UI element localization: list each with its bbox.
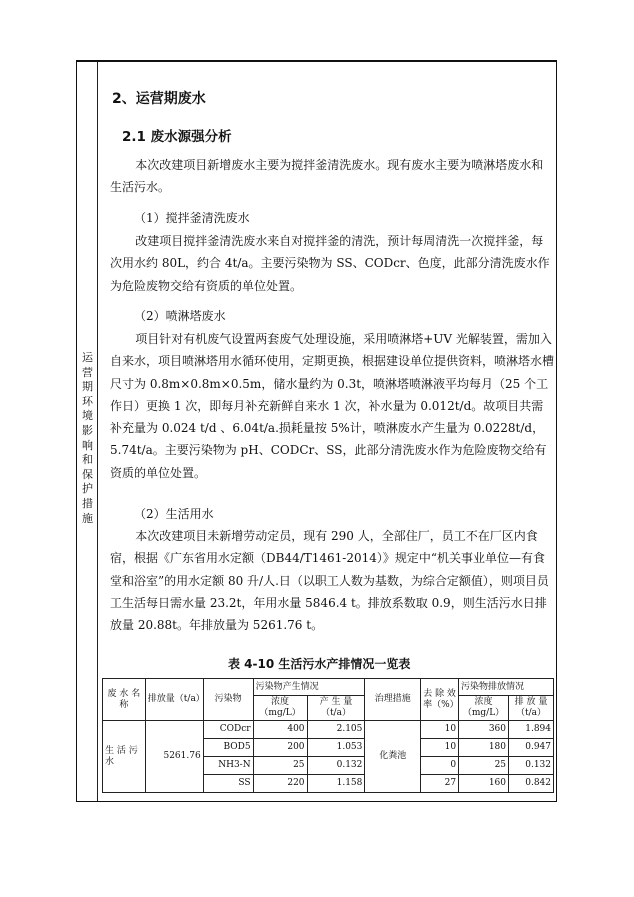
header-removal: 去 除 效率（%） [421, 679, 459, 721]
cell-conc-in: 25 [253, 757, 307, 775]
cell-removal: 27 [421, 775, 459, 793]
section-title: 2、运营期废水 [112, 91, 206, 107]
document-frame [76, 60, 557, 802]
cell-conc-in: 200 [253, 739, 307, 757]
cell-emit: 0.132 [509, 757, 554, 775]
item3-title: （2）生活用水 [134, 507, 214, 521]
cell-emit: 0.842 [509, 775, 554, 793]
side-label: 运营期环境影响和保护措施 [82, 351, 93, 525]
cell-removal: 10 [421, 739, 459, 757]
cell-conc-out: 360 [459, 721, 509, 739]
cell-conc-out: 160 [459, 775, 509, 793]
cell-treatment: 化粪池 [365, 721, 421, 793]
header-emit-amount: 排 放 量（t/a） [509, 696, 554, 721]
cell-conc-in: 220 [253, 775, 307, 793]
header-conc-out: 浓度（mg/L） [459, 696, 509, 721]
item1-paragraph: 改建项目搅拌釜清洗废水来自对搅拌釜的清洗，预计每周清洗一次搅拌釜，每次用水约 80L，约合 4t/a。主要污染物为 SS、CODcr、色度，此部分清洗废水作为危险废物交给有资质的单位处置。 [110, 234, 550, 293]
header-gen-amount: 产 生 量（t/a） [307, 696, 365, 721]
cell-conc-out: 180 [459, 739, 509, 757]
subsection-title: 2.1 废水源强分析 [122, 129, 232, 145]
cell-waste-name: 生 活 污水 [103, 721, 146, 793]
header-waste-name: 废 水 名称 [103, 679, 146, 721]
cell-conc-in: 400 [253, 721, 307, 739]
item1-title: （1）搅拌釜清洗废水 [134, 211, 250, 225]
side-column [77, 62, 98, 801]
cell-removal: 0 [421, 757, 459, 775]
header-conc-in: 浓度（mg/L） [253, 696, 307, 721]
intro-paragraph: 本次改建项目新增废水主要为搅拌釜清洗废水。现有废水主要为喷淋塔废水和生活污水。 [110, 158, 544, 195]
cell-discharge: 5261.76 [145, 721, 203, 793]
header-pollutant: 污染物 [203, 679, 253, 721]
content-area [98, 62, 556, 801]
cell-conc-out: 25 [459, 757, 509, 775]
header-emission: 污染物排放情况 [459, 679, 554, 696]
cell-pollutant: BOD5 [203, 739, 253, 757]
header-treatment: 治理措施 [365, 679, 421, 721]
cell-pollutant: SS [203, 775, 253, 793]
cell-emit: 1.894 [509, 721, 554, 739]
table-caption: 表 4-10 生活污水产排情况一览表 [228, 657, 411, 671]
wastewater-table [102, 678, 554, 793]
item2-title: （2）喷淋塔废水 [134, 309, 226, 323]
cell-gen: 2.105 [307, 721, 365, 739]
header-discharge: 排放量（t/a） [145, 679, 203, 721]
cell-gen: 1.158 [307, 775, 365, 793]
cell-emit: 0.947 [509, 739, 554, 757]
cell-pollutant: NH3-N [203, 757, 253, 775]
cell-gen: 1.053 [307, 739, 365, 757]
cell-removal: 10 [421, 721, 459, 739]
cell-pollutant: CODcr [203, 721, 253, 739]
cell-gen: 0.132 [307, 757, 365, 775]
item2-paragraph: 项目针对有机废气设置两套废气处理设施，采用喷淋塔+UV 光解装置，需加入自来水，项目喷淋塔用水循环使用，定期更换，根据建设单位提供资料，喷淋塔水槽尺寸为 0.8m×0.8m×0.5m，储水量约为 0.3t，喷淋塔喷淋液平均每月（25 个工作日）更换 1 次，即每月补充新鲜自来水 1 次，补水量为 0.012t/d。故项目共需补充量为 0.024 t/d 、6.04t/a.损耗量按 5%计，喷淋废水产生量为 0.0228t/d，5.74t/a。主要污染物为 pH、CODCr、SS，此部分清洗废水作为危险废物交给有资质的单位处置。 [110, 332, 555, 480]
item3-paragraph: 本次改建项目未新增劳动定员，现有 290 人，全部住厂，员工不在厂区内食宿，根据《广东省用水定额（DB44/T1461-2014）》规定中“机关事业单位—有食堂和浴室”的用水定额 80 升/人.日（以职工人数为基数，为综合定额值），则项目员工生活每日需水量 23.2t，年用水量 5846.4 t。排放系数取 0.9，则生活污水日排放量 20.88t。年排放量为 5261.76 t。 [110, 529, 549, 633]
header-generation: 污染物产生情况 [253, 679, 365, 696]
